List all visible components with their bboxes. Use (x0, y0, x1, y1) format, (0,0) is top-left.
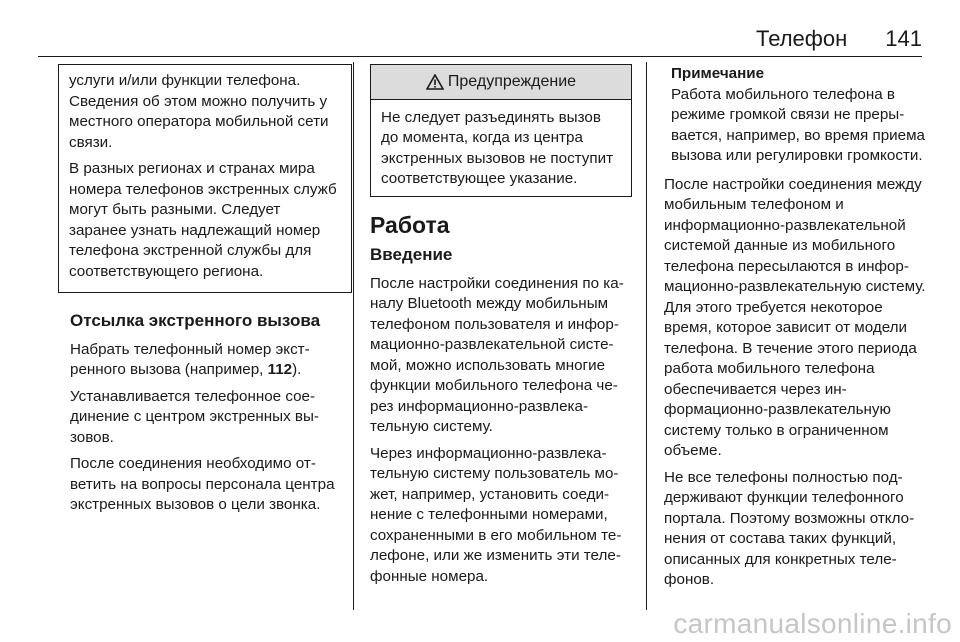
info-box-paragraph: услуги и/или функции телефона. Сведения об этом можно получить у местного оператора мобильной сети связи. (69, 72, 329, 151)
note-title: Примечание (671, 65, 765, 82)
header-divider (38, 56, 922, 57)
paragraph: После настройки соединения по каналу Bluetooth между мобильным телефоном пользователя и информационно-развлекательной системой, можно использовать многие функции мобильного телефона через информационно-развлекательную систему. (370, 274, 624, 435)
page-number: 141 (885, 26, 922, 51)
paragraph: Устанавливается телефонное соединение с центром экстренных вызовов. (70, 387, 319, 446)
section-heading-emergency-call: Отсылка экстренного вызова (70, 311, 321, 330)
emergency-number: 112 (267, 361, 293, 378)
note-text: Работа мобильного телефона в режиме громкой связи не прерывается, например, во время приема вызова или регулировки громкости. (671, 85, 925, 164)
page-header (0, 26, 922, 52)
section-heading-operation: Работа (370, 211, 450, 238)
column-3 (664, 64, 926, 597)
sub-heading-introduction: Введение (370, 245, 453, 264)
paragraph: Набрать телефонный номер экстренного вызова (например, 112). (70, 340, 310, 378)
column-2 (370, 64, 632, 593)
warning-text: Не следует разъединять вызов до момента, когда из центра экстренных вызовов не поступит соответствующее указание. (381, 108, 614, 187)
column-1 (70, 64, 342, 522)
column-divider-1 (353, 62, 354, 610)
paragraph: После соединения необходимо ответить на вопросы персонала центра экстренных вызовов о цели звонка. (70, 455, 335, 513)
column-divider-2 (646, 62, 647, 610)
note-block (664, 64, 926, 167)
warning-triangle-icon (426, 74, 444, 90)
page-title: Телефон (756, 26, 848, 51)
paragraph: Через информационно-развлекательную систему пользователь может, например, установить соединение с телефонными номерами, сохраненными в его мобильном телефоне, или же изменить эти телефонные номера. (370, 444, 622, 585)
warning-title: Предупреждение (447, 73, 577, 90)
info-box-paragraph: В разных регионах и странах мира номера телефонов экстренных служб могут быть разными. Следует заранее узнать надлежащий номер телефона экстренной службы для соответствующего региона. (69, 160, 337, 280)
warning-header (371, 65, 631, 100)
warning-box (370, 64, 632, 197)
info-box (58, 64, 352, 293)
paragraph: После настройки соединения между мобильным телефоном и информационно-развлекательной системой данные из мобильного телефона пересылаются в информационно-развлекательную систему. Для этого требуется некоторое время, которое зависит от модели телефона. В течение этого периода работа мобильного телефона обеспечивается через информационно-развлекательную систему только в ограниченном объеме. (664, 175, 926, 459)
watermark: carmanualsonline.info (673, 608, 952, 639)
paragraph: Не все телефоны полностью поддерживают функции телефонного портала. Поэтому возможны отклонения от состава таких функций, описанных для конкретных телефонов. (664, 468, 915, 588)
